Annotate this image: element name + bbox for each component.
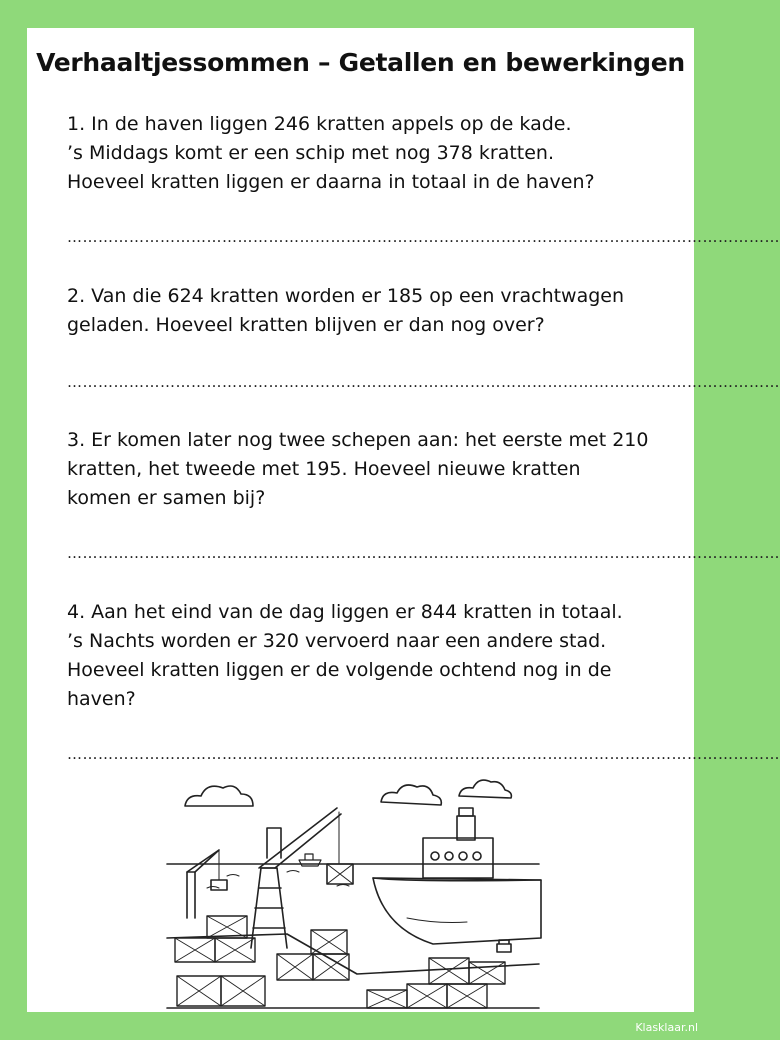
question-line: 3. Er komen later nog twee schepen aan: het eerste met 210: [67, 429, 649, 451]
crane-large-icon: [251, 808, 353, 948]
worksheet: [27, 28, 780, 1012]
crane-small-icon: [187, 850, 227, 918]
question-line: Hoeveel kratten liggen er de volgende ochtend nog in de: [67, 659, 612, 681]
question-line: geladen. Hoeveel kratten blijven er dan nog over?: [67, 314, 545, 336]
question-1: [67, 110, 667, 197]
question-3: [67, 426, 667, 513]
ship-icon: [373, 808, 541, 944]
question-line: 4. Aan het eind van de dag liggen er 844 kratten in totaal.: [67, 601, 623, 623]
question-line: 1. In de haven liggen 246 kratten appels op de kade.: [67, 113, 572, 135]
cloud-icon: [381, 785, 441, 805]
answer-line-1: …………………………………………………………………………………………………………………………: [67, 228, 780, 246]
question-2: [67, 282, 667, 340]
answer-line-4: …………………………………………………………………………………………………………………………: [67, 745, 780, 763]
question-line: ’s Nachts worden er 320 vervoerd naar een andere stad.: [67, 630, 607, 652]
question-line: haven?: [67, 688, 136, 710]
crates-icon: [175, 916, 505, 1008]
question-line: Hoeveel kratten liggen er daarna in totaal in de haven?: [67, 171, 595, 193]
cloud-icon: [459, 780, 511, 798]
answer-line-2: …………………………………………………………………………………………………………………………: [67, 373, 780, 391]
harbor-illustration: [167, 768, 539, 1008]
question-line: ’s Middags komt er een schip met nog 378 kratten.: [67, 142, 555, 164]
answer-line-3: …………………………………………………………………………………………………………………………: [67, 544, 780, 562]
cloud-icon: [185, 786, 253, 806]
question-line: kratten, het tweede met 195. Hoeveel nieuwe kratten: [67, 458, 581, 480]
question-line: komen er samen bij?: [67, 487, 266, 509]
bollard-icon: [497, 940, 511, 952]
question-line: 2. Van die 624 kratten worden er 185 op een vrachtwagen: [67, 285, 625, 307]
page-title: Verhaaltjessommen – Getallen en bewerkingen: [36, 48, 685, 77]
footer-brand: Klasklaar.nl: [635, 1021, 698, 1034]
question-4: [67, 598, 667, 714]
